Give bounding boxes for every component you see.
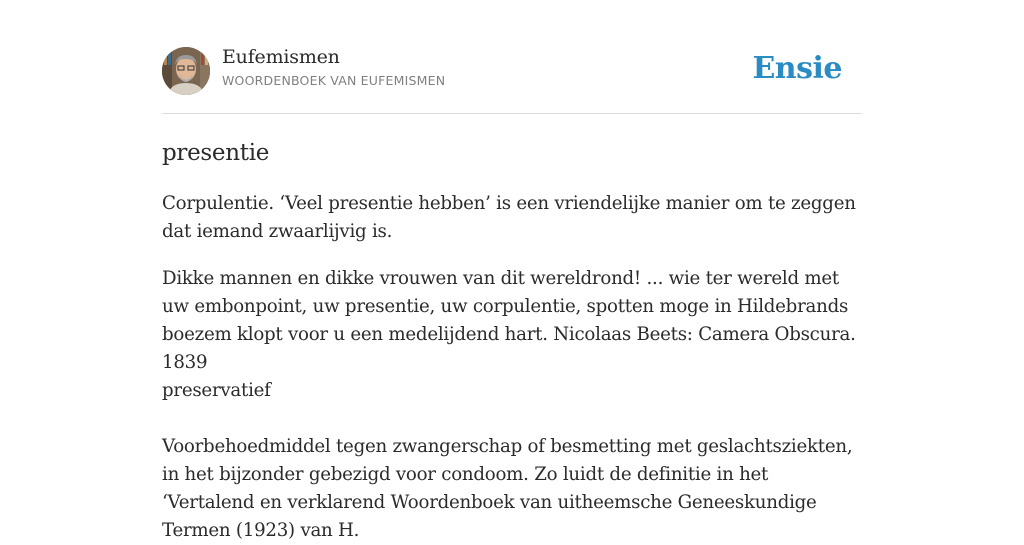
entry-quote-paragraph: Dikke mannen en dikke vrouwen van dit wereldrond! ... wie ter wereld met uw embonpoint, uw presentie, uw corpulentie, spotten moge in Hildebrands boezem klopt voor u een medelijdend hart. Nicolaas Beets: Camera Obscura. 1839 [162, 268, 856, 373]
next-entry-title: preservatief [162, 380, 271, 401]
avatar-image [162, 47, 210, 95]
header-text [222, 45, 445, 88]
page-container [162, 0, 862, 541]
brand-logo[interactable]: Ensie [752, 51, 842, 86]
author-name[interactable]: Eufemismen [222, 46, 340, 68]
entry-title: presentie [162, 140, 270, 166]
next-entry-paragraph: Voorbehoedmiddel tegen zwangerschap of besmetting met geslachtsziekten, in het bijzonder gebezigd voor condoom. Zo luidt de definitie in het ‘Vertalend en verklarend Woordenboek van uitheemsche Geneeskundige Termen (1923) van H. [162, 436, 853, 541]
author-avatar[interactable] [162, 47, 210, 95]
entry-paragraph: Corpulentie. ‘Veel presentie hebben’ is een vriendelijke manier om te zeggen dat iemand zwaarlijvig is. [162, 193, 856, 242]
publication-title[interactable]: WOORDENBOEK VAN EUFEMISMEN [222, 73, 446, 88]
header [162, 0, 862, 114]
